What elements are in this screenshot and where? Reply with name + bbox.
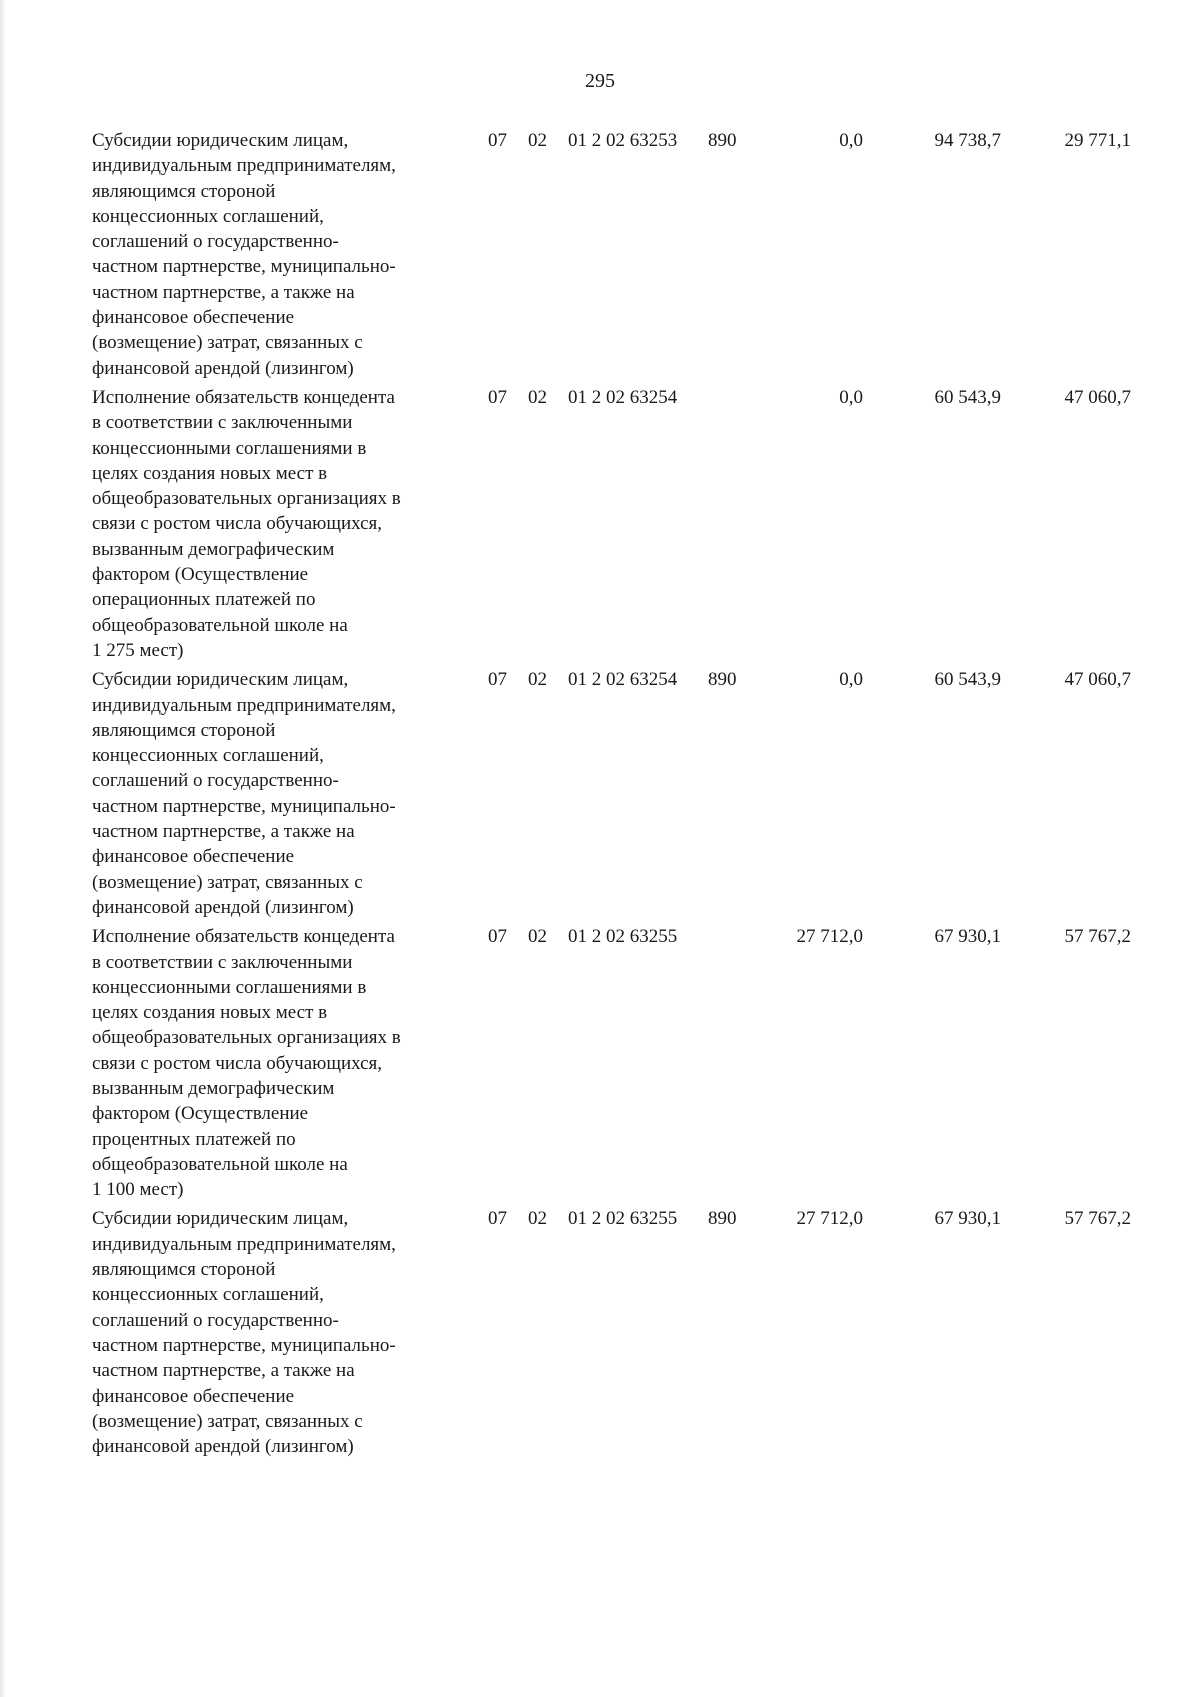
podrazdel-code: 02 (528, 386, 547, 408)
target-article-code: 01 2 02 63255 (568, 926, 678, 948)
amount-year-2: 60 543,9 (934, 669, 1001, 691)
razdel-code: 07 (488, 130, 507, 151)
amount-year-1: 27 712,0 (796, 1208, 863, 1230)
amount-year-2: 67 930,1 (934, 926, 1001, 948)
scan-edge (0, 0, 6, 1697)
row-description: Субсидии юридическим лицам, индивидуальным предпринимателям, являющимся стороной концессионных соглашений, соглашений о государственно- частном партнерстве, муниципально- частном партнерстве, а также на финансовое обеспечение (возмещение) затрат, связанных с финансовой арендой (лизингом) (92, 669, 396, 918)
razdel-code: 07 (488, 386, 507, 408)
table-row (92, 385, 1162, 663)
target-article-code: 01 2 02 63255 (568, 1208, 678, 1230)
podrazdel-code: 02 (528, 130, 547, 151)
amount-year-3: 47 060,7 (1064, 669, 1131, 691)
amount-year-1: 0,0 (839, 386, 863, 408)
page-number: 295 (585, 70, 615, 92)
razdel-code: 07 (488, 926, 507, 948)
amount-year-2: 94 738,7 (934, 130, 1001, 151)
amount-year-1: 27 712,0 (796, 926, 863, 948)
row-description: Исполнение обязательств концедента в соответствии с заключенными концессионными соглашениями в целях создания новых мест в общеобразовательных организациях в связи с ростом числа обучающихся, вызванным демографическим фактором (Осуществление операционных платежей по общеобразовательной школе на 1 275 мест) (92, 386, 401, 661)
podrazdel-code: 02 (528, 669, 547, 691)
expense-type-code: 890 (708, 130, 737, 151)
table-row (92, 924, 1162, 1202)
podrazdel-code: 02 (528, 1208, 547, 1230)
expense-type-code: 890 (708, 1208, 737, 1230)
row-description: Исполнение обязательств концедента в соответствии с заключенными концессионными соглашениями в целях создания новых мест в общеобразовательных организациях в связи с ростом числа обучающихся, вызванным демографическим фактором (Осуществление процентных платежей по общеобразовательной школе на 1 100 мест) (92, 926, 401, 1201)
amount-year-1: 0,0 (839, 669, 863, 691)
amount-year-3: 57 767,2 (1064, 1208, 1131, 1230)
target-article-code: 01 2 02 63254 (568, 669, 678, 691)
amount-year-2: 60 543,9 (934, 386, 1001, 408)
table-row (92, 1206, 1162, 1459)
target-article-code: 01 2 02 63254 (568, 386, 678, 408)
amount-year-3: 57 767,2 (1064, 926, 1131, 948)
table-row (92, 667, 1162, 920)
razdel-code: 07 (488, 669, 507, 691)
amount-year-1: 0,0 (839, 130, 863, 151)
row-description: Субсидии юридическим лицам, индивидуальным предпринимателям, являющимся стороной концессионных соглашений, соглашений о государственно- частном партнерстве, муниципально- частном партнерстве, а также на финансовое обеспечение (возмещение) затрат, связанных с финансовой арендой (лизингом) (92, 1208, 396, 1458)
table-row (92, 128, 1162, 381)
podrazdel-code: 02 (528, 926, 547, 948)
razdel-code: 07 (488, 1208, 507, 1230)
expense-type-code: 890 (708, 669, 737, 691)
amount-year-3: 29 771,1 (1064, 130, 1131, 151)
amount-year-2: 67 930,1 (934, 1208, 1001, 1230)
budget-table (92, 128, 1162, 1459)
row-description: Субсидии юридическим лицам, индивидуальным предпринимателям, являющимся стороной концессионных соглашений, соглашений о государственно- частном партнерстве, муниципально- частном партнерстве, а также на финансовое обеспечение (возмещение) затрат, связанных с финансовой арендой (лизингом) (92, 130, 396, 379)
target-article-code: 01 2 02 63253 (568, 130, 678, 151)
amount-year-3: 47 060,7 (1064, 386, 1131, 408)
